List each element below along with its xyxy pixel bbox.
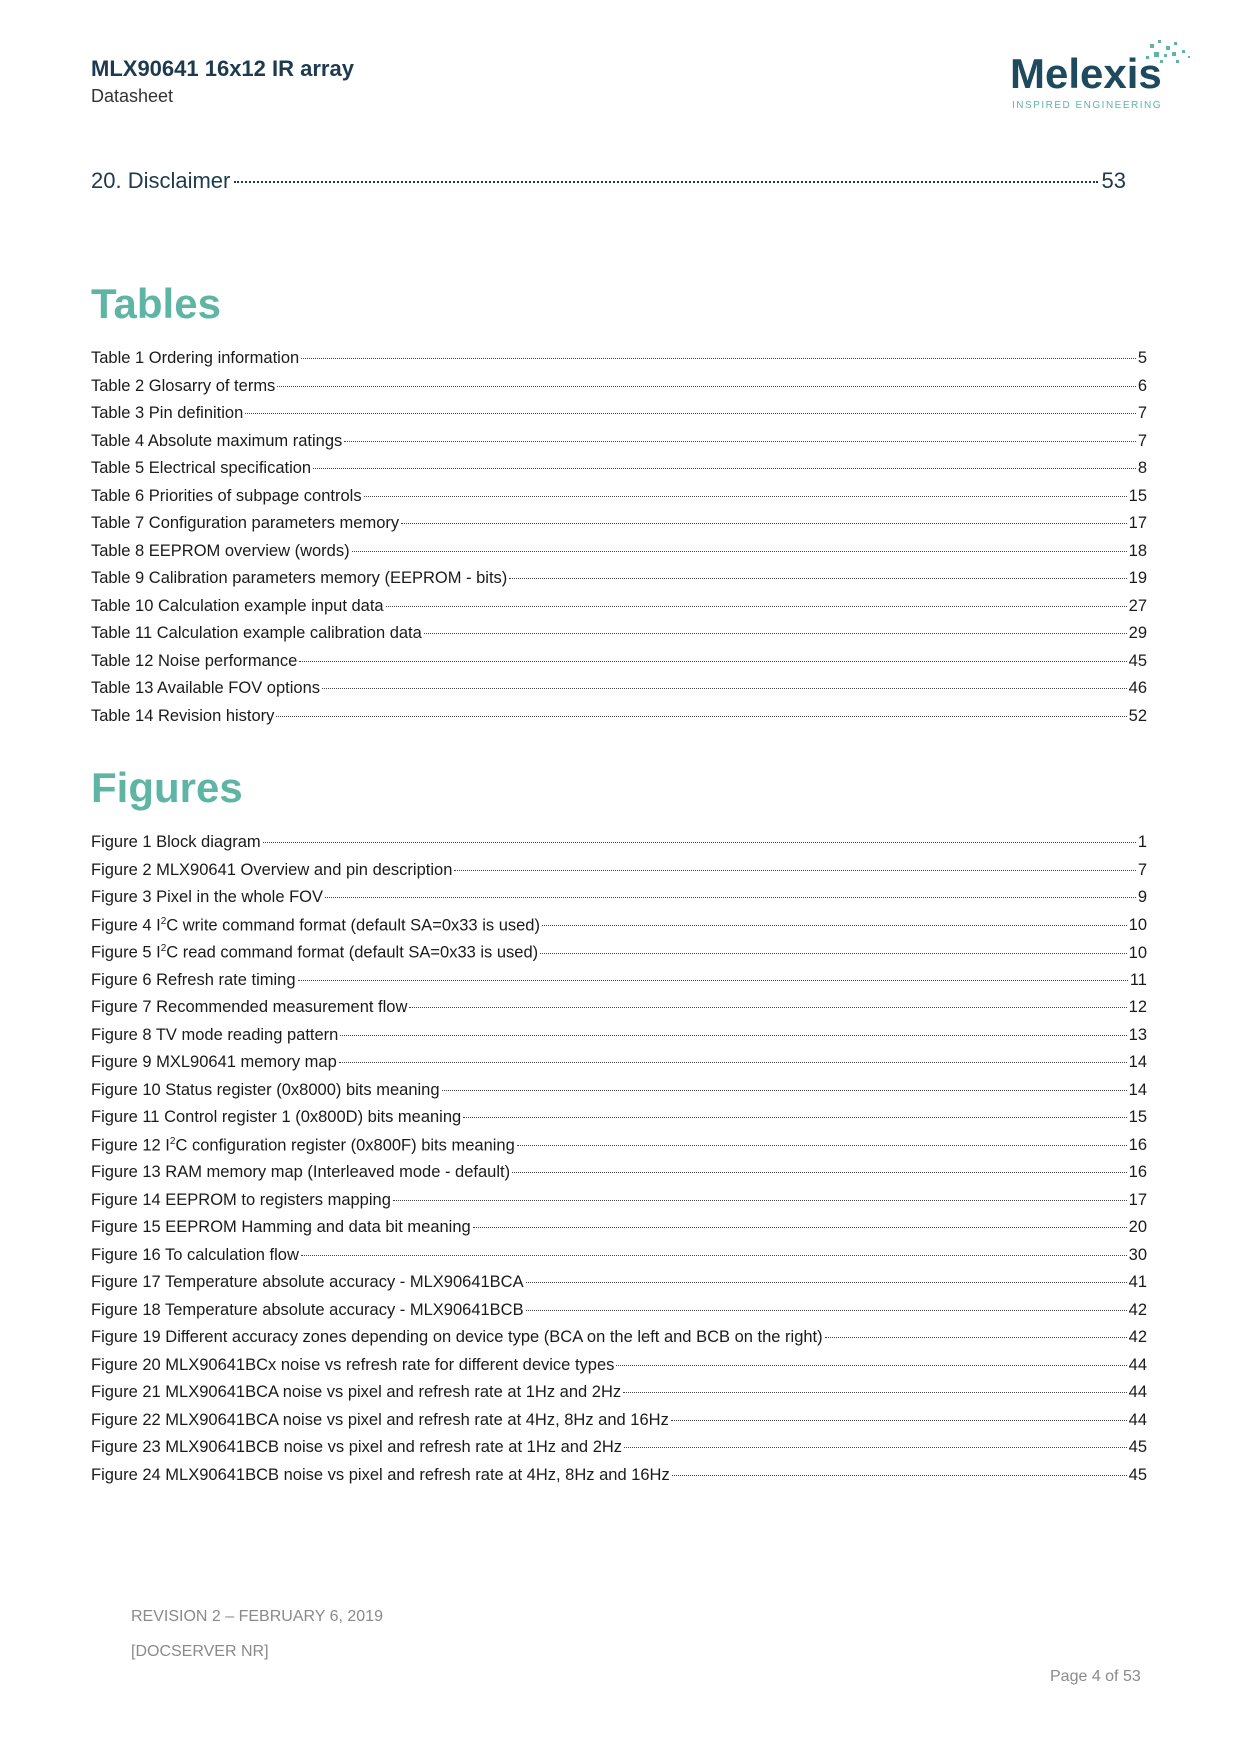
figure-entry-label: Figure 16 To calculation flow <box>91 1245 299 1264</box>
figure-entry-page: 9 <box>1137 888 1147 906</box>
figures-heading: Figures <box>91 764 243 811</box>
figure-entry[interactable] <box>91 833 1147 861</box>
tables-list <box>91 349 1147 734</box>
table-entry[interactable] <box>91 652 1147 680</box>
figure-entry[interactable] <box>91 1081 1147 1109</box>
figure-entry-page: 41 <box>1128 1273 1147 1291</box>
logo-tagline: INSPIRED ENGINEERING <box>1012 100 1163 111</box>
figure-entry-page: 14 <box>1128 1053 1147 1071</box>
figure-entry[interactable] <box>91 916 1147 944</box>
dot-leader <box>277 386 1136 387</box>
table-entry[interactable] <box>91 349 1147 377</box>
table-entry-page: 52 <box>1128 706 1147 725</box>
dot-leader <box>276 716 1126 717</box>
table-entry-label: Table 10 Calculation example input data <box>91 596 384 615</box>
table-entry-page: 7 <box>1137 404 1147 422</box>
table-entry-label: Table 3 Pin definition <box>91 404 244 422</box>
table-entry[interactable] <box>91 597 1147 625</box>
toc-entry-page: 53 <box>1101 168 1126 193</box>
figure-entry-label: Figure 20 MLX90641BCx noise vs refresh rate for different device types <box>91 1355 615 1374</box>
dot-leader <box>526 1310 1127 1311</box>
figure-entry-label: Figure 2 MLX90641 Overview and pin description <box>91 860 453 879</box>
table-entry[interactable] <box>91 707 1147 735</box>
figure-entry-page: 42 <box>1128 1328 1147 1346</box>
table-entry[interactable] <box>91 459 1147 487</box>
logo-wordmark: Melexis <box>1010 50 1162 97</box>
tables-heading: Tables <box>91 280 221 327</box>
dot-leader <box>322 688 1127 689</box>
dot-leader <box>313 468 1136 469</box>
dot-leader <box>409 1007 1126 1008</box>
table-entry-page: 17 <box>1128 514 1147 532</box>
figure-entry-label: Figure 13 RAM memory map (Interleaved mode - default) <box>91 1163 511 1181</box>
dot-leader <box>344 441 1136 442</box>
dot-leader <box>517 1145 1127 1146</box>
toc-entry-disclaimer[interactable] <box>91 168 1126 194</box>
table-entry-page: 8 <box>1137 459 1147 477</box>
figure-entry[interactable] <box>91 1411 1147 1439</box>
table-entry-label: Table 14 Revision history <box>91 706 275 725</box>
figure-entry[interactable] <box>91 1383 1147 1411</box>
figures-list <box>91 833 1147 1493</box>
figure-entry[interactable] <box>91 971 1147 999</box>
figure-entry-label: Figure 11 Control register 1 (0x800D) bits meaning <box>91 1108 462 1126</box>
figure-entry[interactable] <box>91 1466 1147 1494</box>
dot-leader <box>825 1337 1127 1338</box>
table-entry-page: 15 <box>1128 486 1147 505</box>
page-number: Page 4 of 53 <box>1050 1668 1141 1685</box>
figure-entry[interactable] <box>91 1136 1147 1164</box>
figure-entry-label: Figure 4 $I^2C$ write command format (default SA=0x33 is used) <box>91 915 540 934</box>
figure-entry-page: 16 <box>1128 1163 1147 1181</box>
figure-entry-page: 11 <box>1129 970 1147 989</box>
figure-entry-page: 30 <box>1128 1245 1147 1264</box>
dot-leader <box>442 1090 1127 1091</box>
table-entry-label: Table 2 Glosarry of terms <box>91 376 276 395</box>
figure-entry-page: 44 <box>1128 1383 1147 1401</box>
figure-entry-label: Figure 18 Temperature absolute accuracy - MLX90641BCB <box>91 1300 524 1319</box>
figure-entry[interactable] <box>91 1438 1147 1466</box>
figure-entry-page: 15 <box>1128 1108 1147 1126</box>
figure-entry-page: 44 <box>1128 1410 1147 1429</box>
figure-entry-label: Figure 24 MLX90641BCB noise vs pixel and refresh rate at 4Hz, 8Hz and 16Hz <box>91 1465 670 1484</box>
figure-entry[interactable] <box>91 1191 1147 1219</box>
figure-entry[interactable] <box>91 1163 1147 1191</box>
table-entry-label: Table 8 EEPROM overview (words) <box>91 541 350 560</box>
figure-entry-label: Figure 22 MLX90641BCA noise vs pixel and refresh rate at 4Hz, 8Hz and 16Hz <box>91 1410 669 1429</box>
table-entry-label: Table 5 Electrical specification <box>91 459 312 477</box>
figure-entry[interactable] <box>91 888 1147 916</box>
figure-entry-page: 45 <box>1128 1438 1147 1456</box>
dot-leader <box>234 181 1097 183</box>
table-entry[interactable] <box>91 569 1147 597</box>
figure-entry[interactable] <box>91 1108 1147 1136</box>
figure-entry[interactable] <box>91 1328 1147 1356</box>
dot-leader <box>616 1365 1126 1366</box>
table-entry-page: 45 <box>1128 651 1147 670</box>
table-entry-page: 29 <box>1128 624 1147 642</box>
dot-leader <box>401 523 1126 524</box>
table-entry-label: Table 13 Available FOV options <box>91 679 321 697</box>
figure-entry[interactable] <box>91 1246 1147 1274</box>
dot-leader <box>512 1172 1127 1173</box>
table-entry-label: Table 6 Priorities of subpage controls <box>91 486 362 505</box>
dot-leader <box>509 578 1126 579</box>
table-entry-label: Table 7 Configuration parameters memory <box>91 514 400 532</box>
dot-leader <box>623 1392 1127 1393</box>
table-entry[interactable] <box>91 542 1147 570</box>
table-entry[interactable] <box>91 404 1147 432</box>
dot-leader <box>424 633 1127 634</box>
figure-entry-label: Figure 5 $I^2C$ read command format (default SA=0x33 is used) <box>91 943 539 962</box>
figure-entry[interactable] <box>91 943 1147 971</box>
figure-entry-label: Figure 23 MLX90641BCB noise vs pixel and refresh rate at 1Hz and 2Hz <box>91 1438 623 1456</box>
table-entry-page: 19 <box>1128 569 1147 587</box>
figure-entry[interactable] <box>91 1356 1147 1384</box>
figure-entry-page: 42 <box>1128 1300 1147 1319</box>
figure-entry-page: 17 <box>1128 1190 1147 1209</box>
footer-revision: REVISION 2 – FEBRUARY 6, 2019 <box>131 1608 383 1625</box>
dot-leader <box>473 1227 1127 1228</box>
figure-entry-label: Figure 14 EEPROM to registers mapping <box>91 1190 391 1209</box>
figure-entry-page: 7 <box>1137 860 1147 879</box>
figure-entry-page: 20 <box>1128 1218 1147 1236</box>
figure-entry[interactable] <box>91 1218 1147 1246</box>
figure-entry-label: Figure 1 Block diagram <box>91 833 261 851</box>
figure-entry[interactable] <box>91 1026 1147 1054</box>
table-entry-label: Table 11 Calculation example calibration data <box>91 624 422 642</box>
figure-entry[interactable] <box>91 861 1147 889</box>
footer-docserver: [DOCSERVER NR] <box>131 1643 269 1660</box>
dot-leader <box>624 1447 1127 1448</box>
figure-entry-page: 12 <box>1128 998 1147 1016</box>
dot-leader <box>298 980 1128 981</box>
table-entry-label: Table 1 Ordering information <box>91 349 300 367</box>
figure-entry-page: 14 <box>1128 1080 1147 1099</box>
figure-entry-page: 10 <box>1128 943 1147 962</box>
document-subtitle: Datasheet <box>91 86 174 106</box>
figure-entry-page: 45 <box>1128 1465 1147 1484</box>
dot-leader <box>339 1062 1127 1063</box>
table-entry-page: 27 <box>1128 596 1147 615</box>
dot-leader <box>299 661 1126 662</box>
dot-leader <box>263 842 1136 843</box>
table-entry[interactable] <box>91 514 1147 542</box>
figure-entry[interactable] <box>91 1301 1147 1329</box>
table-entry[interactable] <box>91 679 1147 707</box>
table-entry[interactable] <box>91 377 1147 405</box>
figure-entry-page: 16 <box>1128 1136 1147 1154</box>
table-entry-page: 5 <box>1137 349 1147 367</box>
table-entry[interactable] <box>91 624 1147 652</box>
dot-leader <box>542 925 1127 926</box>
table-entry-page: 7 <box>1137 431 1147 450</box>
figure-entry[interactable] <box>91 1053 1147 1081</box>
dot-leader <box>245 413 1136 414</box>
figure-entry-page: 13 <box>1128 1025 1147 1044</box>
melexis-logo <box>1010 40 1210 120</box>
dot-leader <box>393 1200 1127 1201</box>
table-entry-page: 6 <box>1137 376 1147 395</box>
dot-leader <box>364 496 1127 497</box>
table-entry-page: 18 <box>1128 541 1147 560</box>
dot-leader <box>386 606 1127 607</box>
figure-entry-label: Figure 12 $I^2C$ configuration register (0x800F) bits meaning <box>91 1135 515 1154</box>
dot-leader <box>301 1255 1127 1256</box>
figure-entry-page: 44 <box>1128 1355 1147 1374</box>
figure-entry-label: Figure 15 EEPROM Hamming and data bit meaning <box>91 1218 471 1236</box>
figure-entry-label: Figure 8 TV mode reading pattern <box>91 1025 339 1044</box>
figure-entry-page: 1 <box>1137 833 1147 851</box>
dot-leader <box>671 1420 1127 1421</box>
table-entry-label: Table 4 Absolute maximum ratings <box>91 431 343 450</box>
figure-entry[interactable] <box>91 1273 1147 1301</box>
figure-entry-label: Figure 10 Status register (0x8000) bits meaning <box>91 1080 440 1099</box>
table-entry[interactable] <box>91 432 1147 460</box>
toc-entry-label: 20. Disclaimer <box>91 168 231 193</box>
figure-entry-label: Figure 9 MXL90641 memory map <box>91 1053 337 1071</box>
figure-entry-label: Figure 3 Pixel in the whole FOV <box>91 888 324 906</box>
dot-leader <box>454 870 1135 871</box>
dot-leader <box>526 1282 1127 1283</box>
table-entry-label: Table 12 Noise performance <box>91 651 298 670</box>
table-entry[interactable] <box>91 487 1147 515</box>
document-title: MLX90641 16x12 IR array <box>91 56 354 81</box>
figure-entry[interactable] <box>91 998 1147 1026</box>
figure-entry-label: Figure 21 MLX90641BCA noise vs pixel and refresh rate at 1Hz and 2Hz <box>91 1383 622 1401</box>
dot-leader <box>301 358 1136 359</box>
table-entry-page: 46 <box>1128 679 1147 697</box>
dot-leader <box>540 953 1126 954</box>
figure-entry-label: Figure 7 Recommended measurement flow <box>91 998 408 1016</box>
dot-leader <box>463 1117 1126 1118</box>
figure-entry-label: Figure 19 Different accuracy zones depending on device type (BCA on the left and BCB on the right) <box>91 1328 823 1346</box>
figure-entry-label: Figure 6 Refresh rate timing <box>91 970 296 989</box>
dot-leader <box>672 1475 1127 1476</box>
figure-entry-page: 10 <box>1128 916 1147 934</box>
table-entry-label: Table 9 Calibration parameters memory (EEPROM - bits) <box>91 569 508 587</box>
dot-leader <box>325 897 1136 898</box>
figure-entry-label: Figure 17 Temperature absolute accuracy - MLX90641BCA <box>91 1273 524 1291</box>
dot-leader <box>340 1035 1126 1036</box>
dot-leader <box>352 551 1127 552</box>
